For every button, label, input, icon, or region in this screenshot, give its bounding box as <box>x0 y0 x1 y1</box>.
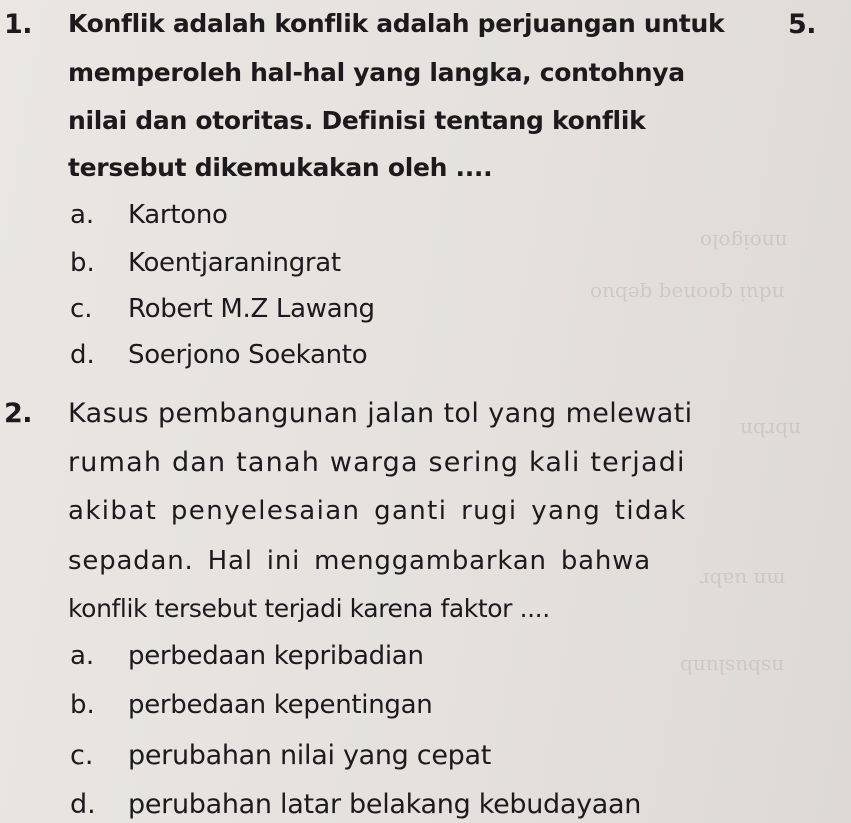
option-text: Robert M.Z Lawang <box>128 294 375 324</box>
question-text-line: memperoleh hal-hal yang langka, contohnya <box>68 58 685 87</box>
show-through-text: nbrbn <box>740 418 801 442</box>
show-through-text: ndui qoonəq qebuo <box>590 282 785 306</box>
question-text-line: Kasus pembangunan jalan tol yang melewati <box>68 398 693 429</box>
show-through-text: nnoigolo <box>700 230 788 254</box>
option-text: Soerjono Soekanto <box>128 340 368 370</box>
option-text: perbedaan kepribadian <box>128 641 424 671</box>
option-letter: c. <box>70 740 94 771</box>
question-text-line: tersebut dikemukakan oleh .... <box>68 153 493 182</box>
option-text: perubahan nilai yang cepat <box>128 740 492 771</box>
question-text-line: Konflik adalah konflik adalah perjuangan untuk <box>68 9 725 38</box>
question-text-line: akibat penyelesaian ganti rugi yang tidak <box>68 496 687 526</box>
question-text-line: rumah dan tanah warga sering kali terjadi <box>68 447 686 478</box>
question-text-line: konflik tersebut terjadi karena faktor .... <box>68 594 550 623</box>
option-letter: a. <box>70 200 95 230</box>
option-text: perubahan latar belakang kebudayaan <box>128 789 642 820</box>
show-through-text: nsbuslunb <box>680 655 785 679</box>
option-letter: d. <box>70 340 95 370</box>
question-text-line: nilai dan otoritas. Definisi tentang konflik <box>68 106 646 135</box>
option-text: perbedaan kepentingan <box>128 690 433 720</box>
option-letter: b. <box>70 248 95 278</box>
option-text: Koentjaraningrat <box>128 248 341 278</box>
option-letter: a. <box>70 641 95 671</box>
option-text: Kartono <box>128 200 228 230</box>
option-letter: b. <box>70 690 95 720</box>
option-letter: d. <box>70 789 96 820</box>
option-letter: c. <box>70 294 93 324</box>
question-number: 2. <box>4 398 33 429</box>
question-text-line: sepadan. Hal ini menggambarkan bahwa <box>68 546 651 576</box>
question-number: 5. <box>788 9 817 40</box>
question-number: 1. <box>4 9 33 40</box>
show-through-text: mn uabr <box>700 568 786 592</box>
